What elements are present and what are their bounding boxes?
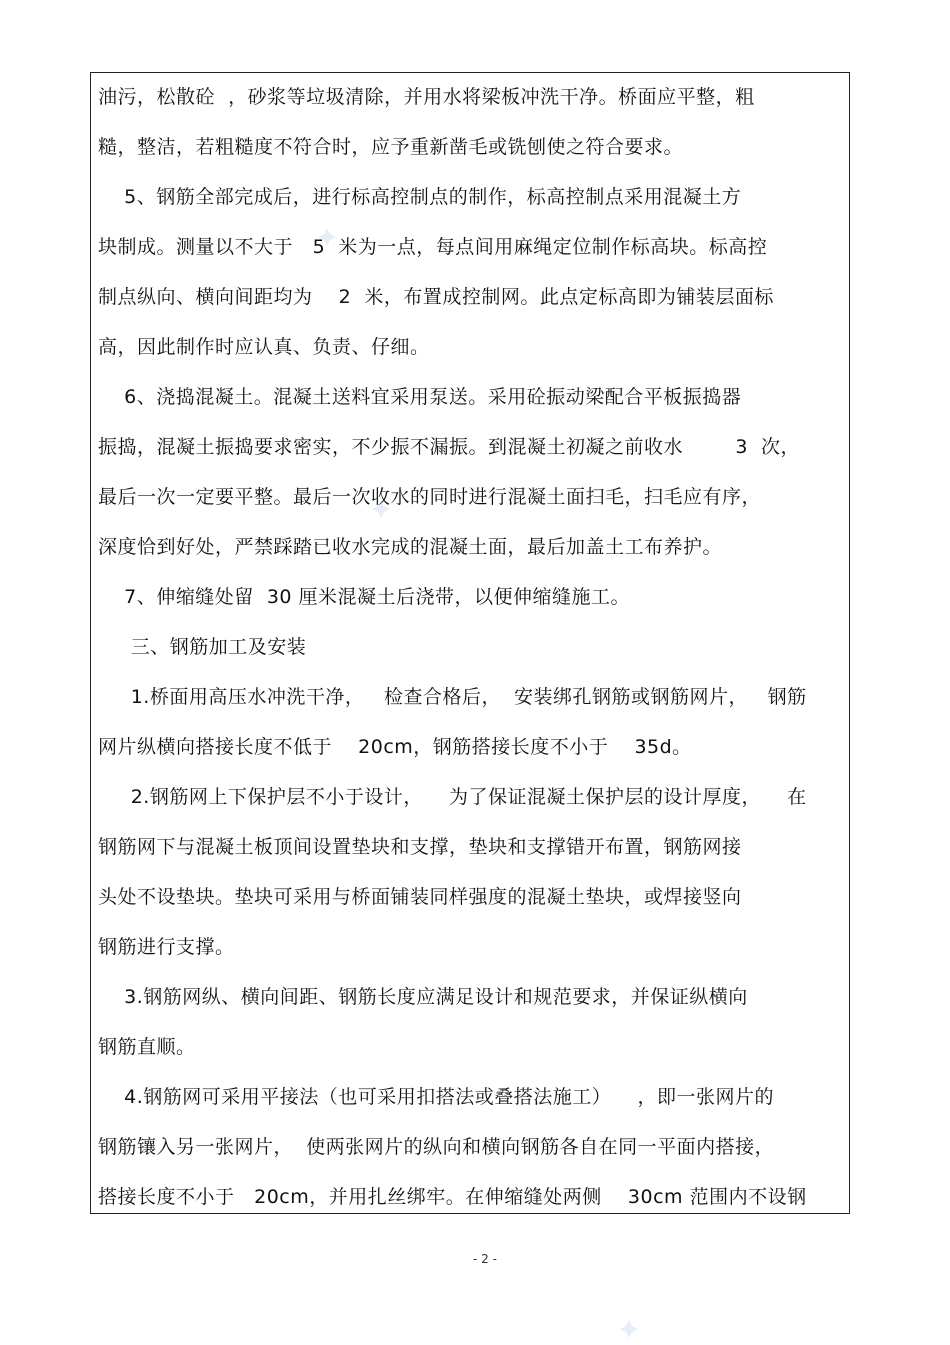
body-text-line: 头处不设垫块。垫块可采用与桥面铺装同样强度的混凝土垫块，或焊接竖向 bbox=[98, 886, 742, 908]
body-text-line: 5、钢筋全部完成后，进行标高控制点的制作，标高控制点采用混凝土方 bbox=[98, 186, 742, 208]
page-number: - 2 - bbox=[473, 1252, 497, 1266]
body-text-line: 钢筋直顺。 bbox=[98, 1036, 196, 1058]
body-text-line: 网片纵横向搭接长度不低于 20cm，钢筋搭接长度不小于 35d。 bbox=[98, 736, 692, 758]
body-text-line: 搭接长度不小于 20cm，并用扎丝绑牢。在伸缩缝处两侧 30cm 范围内不设钢 bbox=[98, 1186, 807, 1208]
body-text-line: 油污，松散砼 ，砂浆等垃圾清除，并用水将梁板冲洗干净。桥面应平整，粗 bbox=[98, 86, 755, 108]
body-text-line: 高，因此制作时应认真、负责、仔细。 bbox=[98, 336, 430, 358]
body-text-line: 7、伸缩缝处留 30 厘米混凝土后浇带，以便伸缩缝施工。 bbox=[98, 586, 631, 608]
body-text-line: 4.钢筋网可采用平接法（也可采用扣搭法或叠搭法施工） ，即一张网片的 bbox=[98, 1086, 774, 1108]
watermark-icon bbox=[620, 1320, 638, 1338]
body-text-line: 钢筋网下与混凝土板顶间设置垫块和支撑，垫块和支撑错开布置，钢筋网接 bbox=[98, 836, 742, 858]
body-text-line: 振捣，混凝土振捣要求密实，不少振不漏振。到混凝土初凝之前收水 3 次， bbox=[98, 436, 800, 458]
body-text-line: 制点纵向、横向间距均为 2 米，布置成控制网。此点定标高即为铺装层面标 bbox=[98, 286, 774, 308]
body-text-line: 钢筋镶入另一张网片， 使两张网片的纵向和横向钢筋各自在同一平面内搭接， bbox=[98, 1136, 775, 1158]
section-heading: 三、钢筋加工及安装 bbox=[98, 636, 307, 658]
body-text-line: 2.钢筋网上下保护层不小于设计， 为了保证混凝土保护层的设计厚度， 在 bbox=[98, 786, 807, 808]
body-text-line: 钢筋进行支撑。 bbox=[98, 936, 235, 958]
body-text-line: 1.桥面用高压水冲洗干净， 检查合格后， 安装绑孔钢筋或钢筋网片， 钢筋 bbox=[98, 686, 807, 708]
body-text-line: 深度恰到好处，严禁踩踏已收水完成的混凝土面，最后加盖土工布养护。 bbox=[98, 536, 723, 558]
body-text-line: 6、浇捣混凝土。混凝土送料宜采用泵送。采用砼振动梁配合平板振捣器 bbox=[98, 386, 742, 408]
body-text-line: 最后一次一定要平整。最后一次收水的同时进行混凝土面扫毛，扫毛应有序， bbox=[98, 486, 762, 508]
body-text-line: 糙，整洁，若粗糙度不符合时，应予重新凿毛或铣刨使之符合要求。 bbox=[98, 136, 684, 158]
body-text-line: 块制成。测量以不大于 5 米为一点，每点间用麻绳定位制作标高块。标高控 bbox=[98, 236, 768, 258]
body-text-line: 3.钢筋网纵、横向间距、钢筋长度应满足设计和规范要求，并保证纵横向 bbox=[98, 986, 748, 1008]
